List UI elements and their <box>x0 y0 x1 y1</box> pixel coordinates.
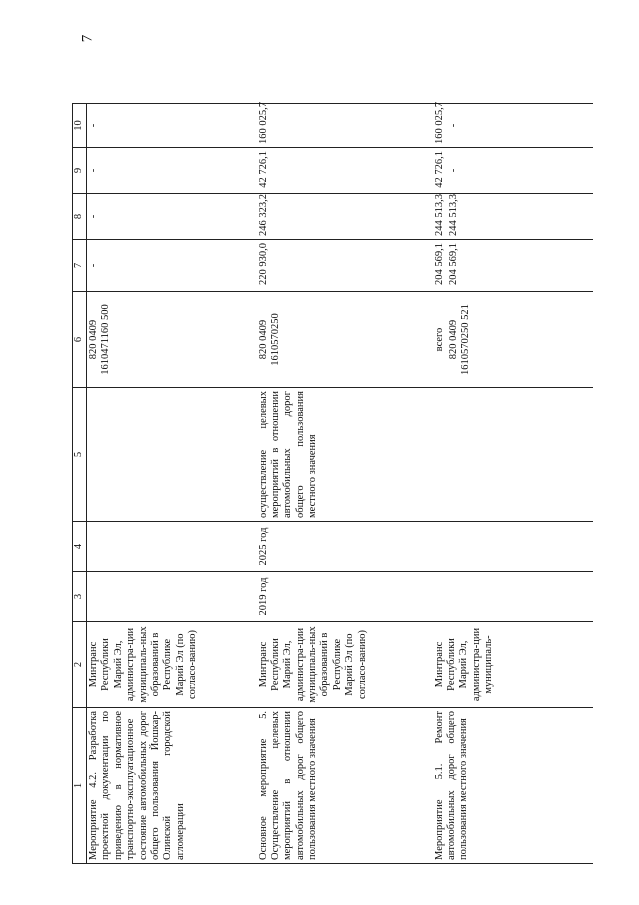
value-2021-cell: - <box>87 148 257 194</box>
rotated-table-container <box>72 104 612 864</box>
measure-name-cell: Мероприятие 5.1. Ремонт автомобильных дорог общего пользования местного значения <box>433 708 593 864</box>
budget-code-cell: 820 0409 1610471160 500 <box>87 292 257 388</box>
executor-cell: Минтранс Республики Марий Эл, администра-ции муниципаль- <box>433 622 593 708</box>
value-2019-cell <box>433 240 593 292</box>
value-2020-cell: - <box>87 194 257 240</box>
executor-cell: Минтранс Республики Марий Эл, администра-ции муниципаль-ных образований в Республике Марий Эл (по согласо-ванию) <box>87 622 257 708</box>
header-col-6: 6 <box>73 292 87 388</box>
start-year-cell: 2019 год <box>257 572 433 622</box>
value-2020-cell: 246 323,2 <box>257 194 433 240</box>
value-2022-cell: - <box>87 104 257 148</box>
measure-name-cell: Мероприятие 4.2. Разработка проектной документации по приведению в нормативное транспортно-эксплуатационное состояние автомобильных дорог общего пользования Йошкар-Олинской городской агломерации <box>87 708 257 864</box>
value-total: 244 513,3 <box>433 194 445 236</box>
value-2021-cell: 42 726,1 <box>257 148 433 194</box>
value-2021-cell <box>433 148 593 194</box>
value-2022-cell <box>433 104 593 148</box>
value-total: 204 569,1 <box>433 243 445 285</box>
end-year-cell <box>87 522 257 572</box>
value-2019-cell: - <box>87 240 257 292</box>
value-2019-cell: 220 930,0 <box>257 240 433 292</box>
header-col-9: 9 <box>73 148 87 194</box>
direction-cell <box>87 388 257 522</box>
program-table <box>72 103 593 864</box>
end-year-cell <box>433 522 593 572</box>
value-total: 42 726,1 <box>433 151 445 188</box>
table-row <box>87 104 257 864</box>
header-col-7: 7 <box>73 240 87 292</box>
header-col-3: 3 <box>73 572 87 622</box>
table-row <box>257 104 433 864</box>
value-code: - <box>447 168 459 173</box>
direction-cell: осуществление целевых мероприятий в отношении автомобильных дорог общего пользования местного значения <box>257 388 433 522</box>
header-row <box>73 104 87 864</box>
start-year-cell <box>87 572 257 622</box>
value-2022-cell: 160 025,7 <box>257 104 433 148</box>
value-2020-cell <box>433 194 593 240</box>
header-col-5: 5 <box>73 388 87 522</box>
header-col-1: 1 <box>73 708 87 864</box>
page-number: 7 <box>79 34 96 43</box>
value-code: 244 513,3 <box>447 194 459 236</box>
header-col-2: 2 <box>73 622 87 708</box>
value-code: 204 569,1 <box>447 243 459 285</box>
header-col-10: 10 <box>73 104 87 148</box>
start-year-cell <box>433 572 593 622</box>
budget-code-cell: 820 0409 1610570250 <box>257 292 433 388</box>
table-row <box>433 104 593 864</box>
budget-code-cell <box>433 292 593 388</box>
value-total: 160 025,7 <box>433 102 445 144</box>
value-code: - <box>447 123 459 128</box>
end-year-cell: 2025 год <box>257 522 433 572</box>
executor-cell: Минтранс Республики Марий Эл, администра-ции муниципаль-ных образований в Республике Марий Эл (по согласо-ванию) <box>257 622 433 708</box>
header-col-4: 4 <box>73 522 87 572</box>
budget-code-total: всего <box>433 327 445 352</box>
budget-code: 820 0409 1610570250 521 <box>447 304 472 375</box>
measure-name-cell: Основное мероприятие 5. Осуществление целевых мероприятий в отношении автомобильных дорог общего пользования местного значения <box>257 708 433 864</box>
header-col-8: 8 <box>73 194 87 240</box>
direction-cell <box>433 388 593 522</box>
